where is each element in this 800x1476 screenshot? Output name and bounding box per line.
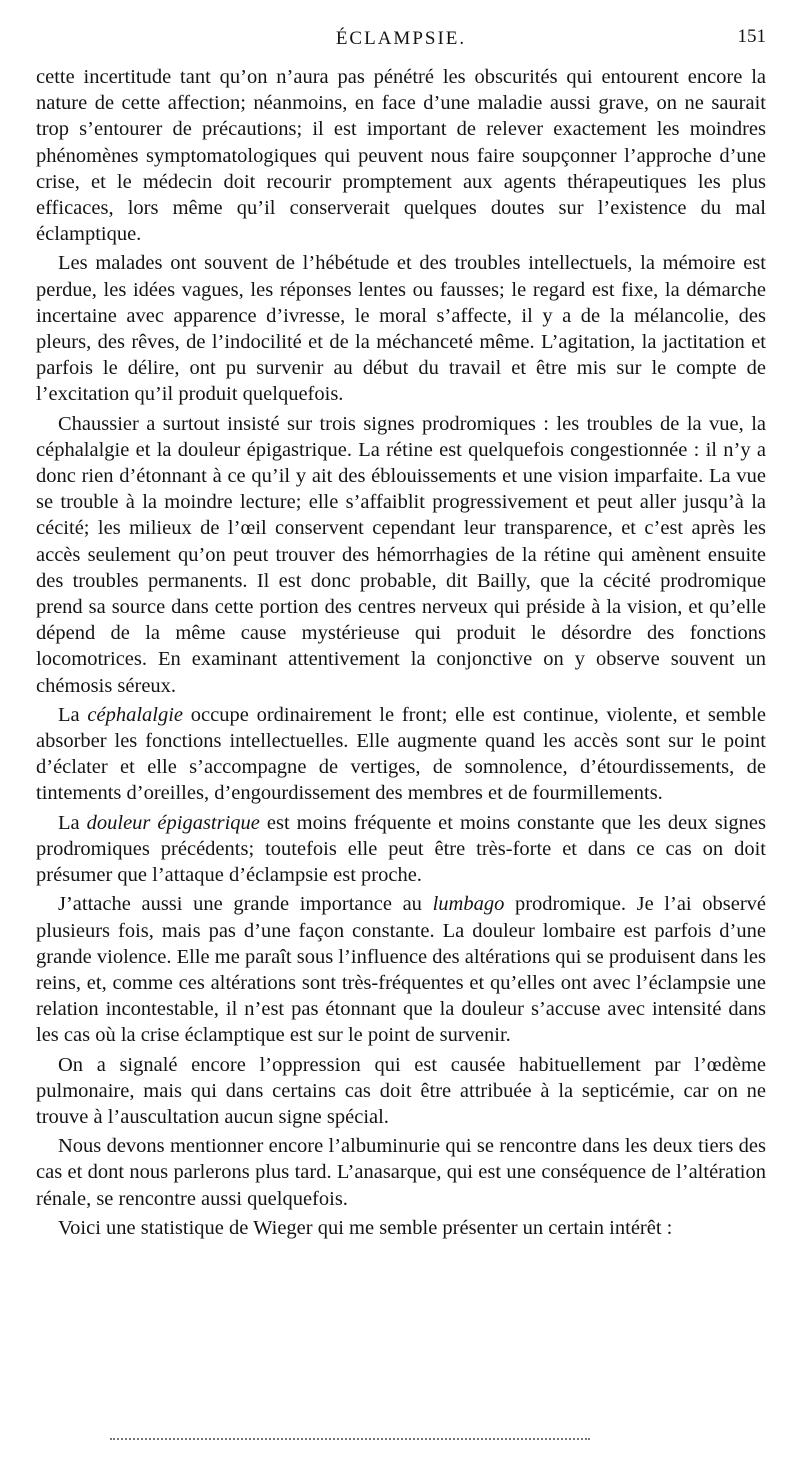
page-header (36, 28, 766, 56)
paragraph-9 (36, 1215, 766, 1241)
paragraph-5 (36, 810, 766, 889)
paragraph-5-emphasis: douleur épigastrique (86, 811, 260, 834)
footer-rule (110, 1438, 590, 1440)
paragraph-4 (36, 702, 766, 807)
page-number: 151 (737, 26, 766, 47)
paragraph-5-lead: La (58, 811, 87, 834)
paragraph-5-rest: est moins fréquente et moins constante que les deux signes prodromiques précédents; toutefois elle peut être très-forte et dans ce cas on doit présumer que l’attaque d’éclampsie est proche. (36, 811, 766, 887)
paragraph-2-text: Les malades ont souvent de l’hébétude et des troubles intellectuels, la mémoire est perdue, les idées vagues, les réponses lentes ou fausses; le regard est fixe, la démarche incertaine avec apparence d’ivresse, le moral s’affecte, il y a de la mélancolie, des pleurs, des rêves, de l’indocilité et de la méchanceté même. L’agitation, la jactitation et parfois le délire, ont pu survenir au début du travail et être mis sur le compte de l’excitation qu’il produit quelquefois. (36, 252, 766, 406)
paragraph-4-rest: occupe ordinairement le front; elle est continue, violente, et semble absorber les fonctions intellectuelles. Elle augmente quand les accès sont sur le point d’éclater et elle s’accompagne de vertiges, de somnolence, d’étourdissements, de tintements d’oreilles, d’engourdissement des membres et de fourmillements. (36, 703, 766, 805)
paragraph-4-lead: La (58, 703, 88, 726)
paragraph-4-emphasis: céphalalgie (87, 703, 184, 726)
paragraph-6-rest: prodromique. Je l’ai observé plusieurs fois, mais pas d’une façon constante. La douleur lombaire est parfois d’une grande violence. Elle me paraît sous l’influence des altérations qui se produisent dans les reins, et, comme ces altérations sont très-fréquentes et qu’elles ont avec l’éclampsie une relation incontestable, il n’est pas étonnant que la douleur s’accuse avec intensité dans les cas où la crise éclamptique est sur le point de survenir. (36, 893, 766, 1047)
paragraph-6 (36, 891, 766, 1048)
paragraph-2 (36, 250, 766, 407)
paragraph-7-text: On a signalé encore l’oppression qui est causée habituellement par l’œdème pulmonaire, mais qui dans certains cas doit être attribuée à la septicémie, car on ne trouve à l’auscultation aucun signe spécial. (36, 1053, 766, 1128)
paragraph-3-text: Chaussier a surtout insisté sur trois signes prodromiques : les troubles de la vue, la céphalalgie et la douleur épigastrique. La rétine est quelquefois congestionnée : il n’y a donc rien d’étonnant à ce qu’il y ait des éblouissements et une vision imparfaite. La vue se trouble à la moindre lecture; elle s’affaiblit progressivement et peut aller jusqu’à la cécité; les milieux de l’œil conservent cependant leur transparence, et c’est après les accès seulement qu’on peut trouver des hémorrhagies de la rétine qui amènent ensuite des troubles permanents. Il est donc probable, dit Bailly, que la cécité prodromique prend sa source dans cette portion des centres nerveux qui préside à la vision, et qu’elle dépend de la même cause mystérieuse qui produit le désordre des fonctions locomotrices. En examinant attentivement la conjonctive on y observe souvent un chémosis séreux. (36, 412, 766, 697)
paragraph-1-text: cette incertitude tant qu’on n’aura pas pénétré les obscurités qui entourent encore la nature de cette affection; néanmoins, en face d’une maladie aussi grave, on ne saurait trop s’entourer de précautions; il est important de relever exactement les moindres phénomènes symptomatologiques qui peuvent nous faire soupçonner l’approche d’une crise, et le médecin doit recourir promptement aux agents thérapeutiques les plus efficaces, lors même qu’il conserverait quelques doutes sur l’existence du mal éclamptique. (36, 66, 766, 246)
paragraph-3 (36, 411, 766, 699)
paragraph-8 (36, 1133, 766, 1212)
paragraph-6-lead: J’attache aussi une grande importance au (58, 893, 433, 916)
paragraph-9-text: Voici une statistique de Wieger qui me semble présenter un certain intérêt : (58, 1216, 673, 1239)
body-text (36, 64, 766, 1244)
paragraph-1 (36, 64, 766, 247)
paragraph-7 (36, 1052, 766, 1131)
running-title: ÉCLAMPSIE. (335, 28, 467, 49)
paragraph-6-emphasis: lumbago (432, 893, 505, 916)
paragraph-8-text: Nous devons mentionner encore l’albuminurie qui se rencontre dans les deux tiers des cas et dont nous parlerons plus tard. L’anasarque, qui est une conséquence de l’altération rénale, se rencontre aussi quelquefois. (36, 1135, 766, 1210)
